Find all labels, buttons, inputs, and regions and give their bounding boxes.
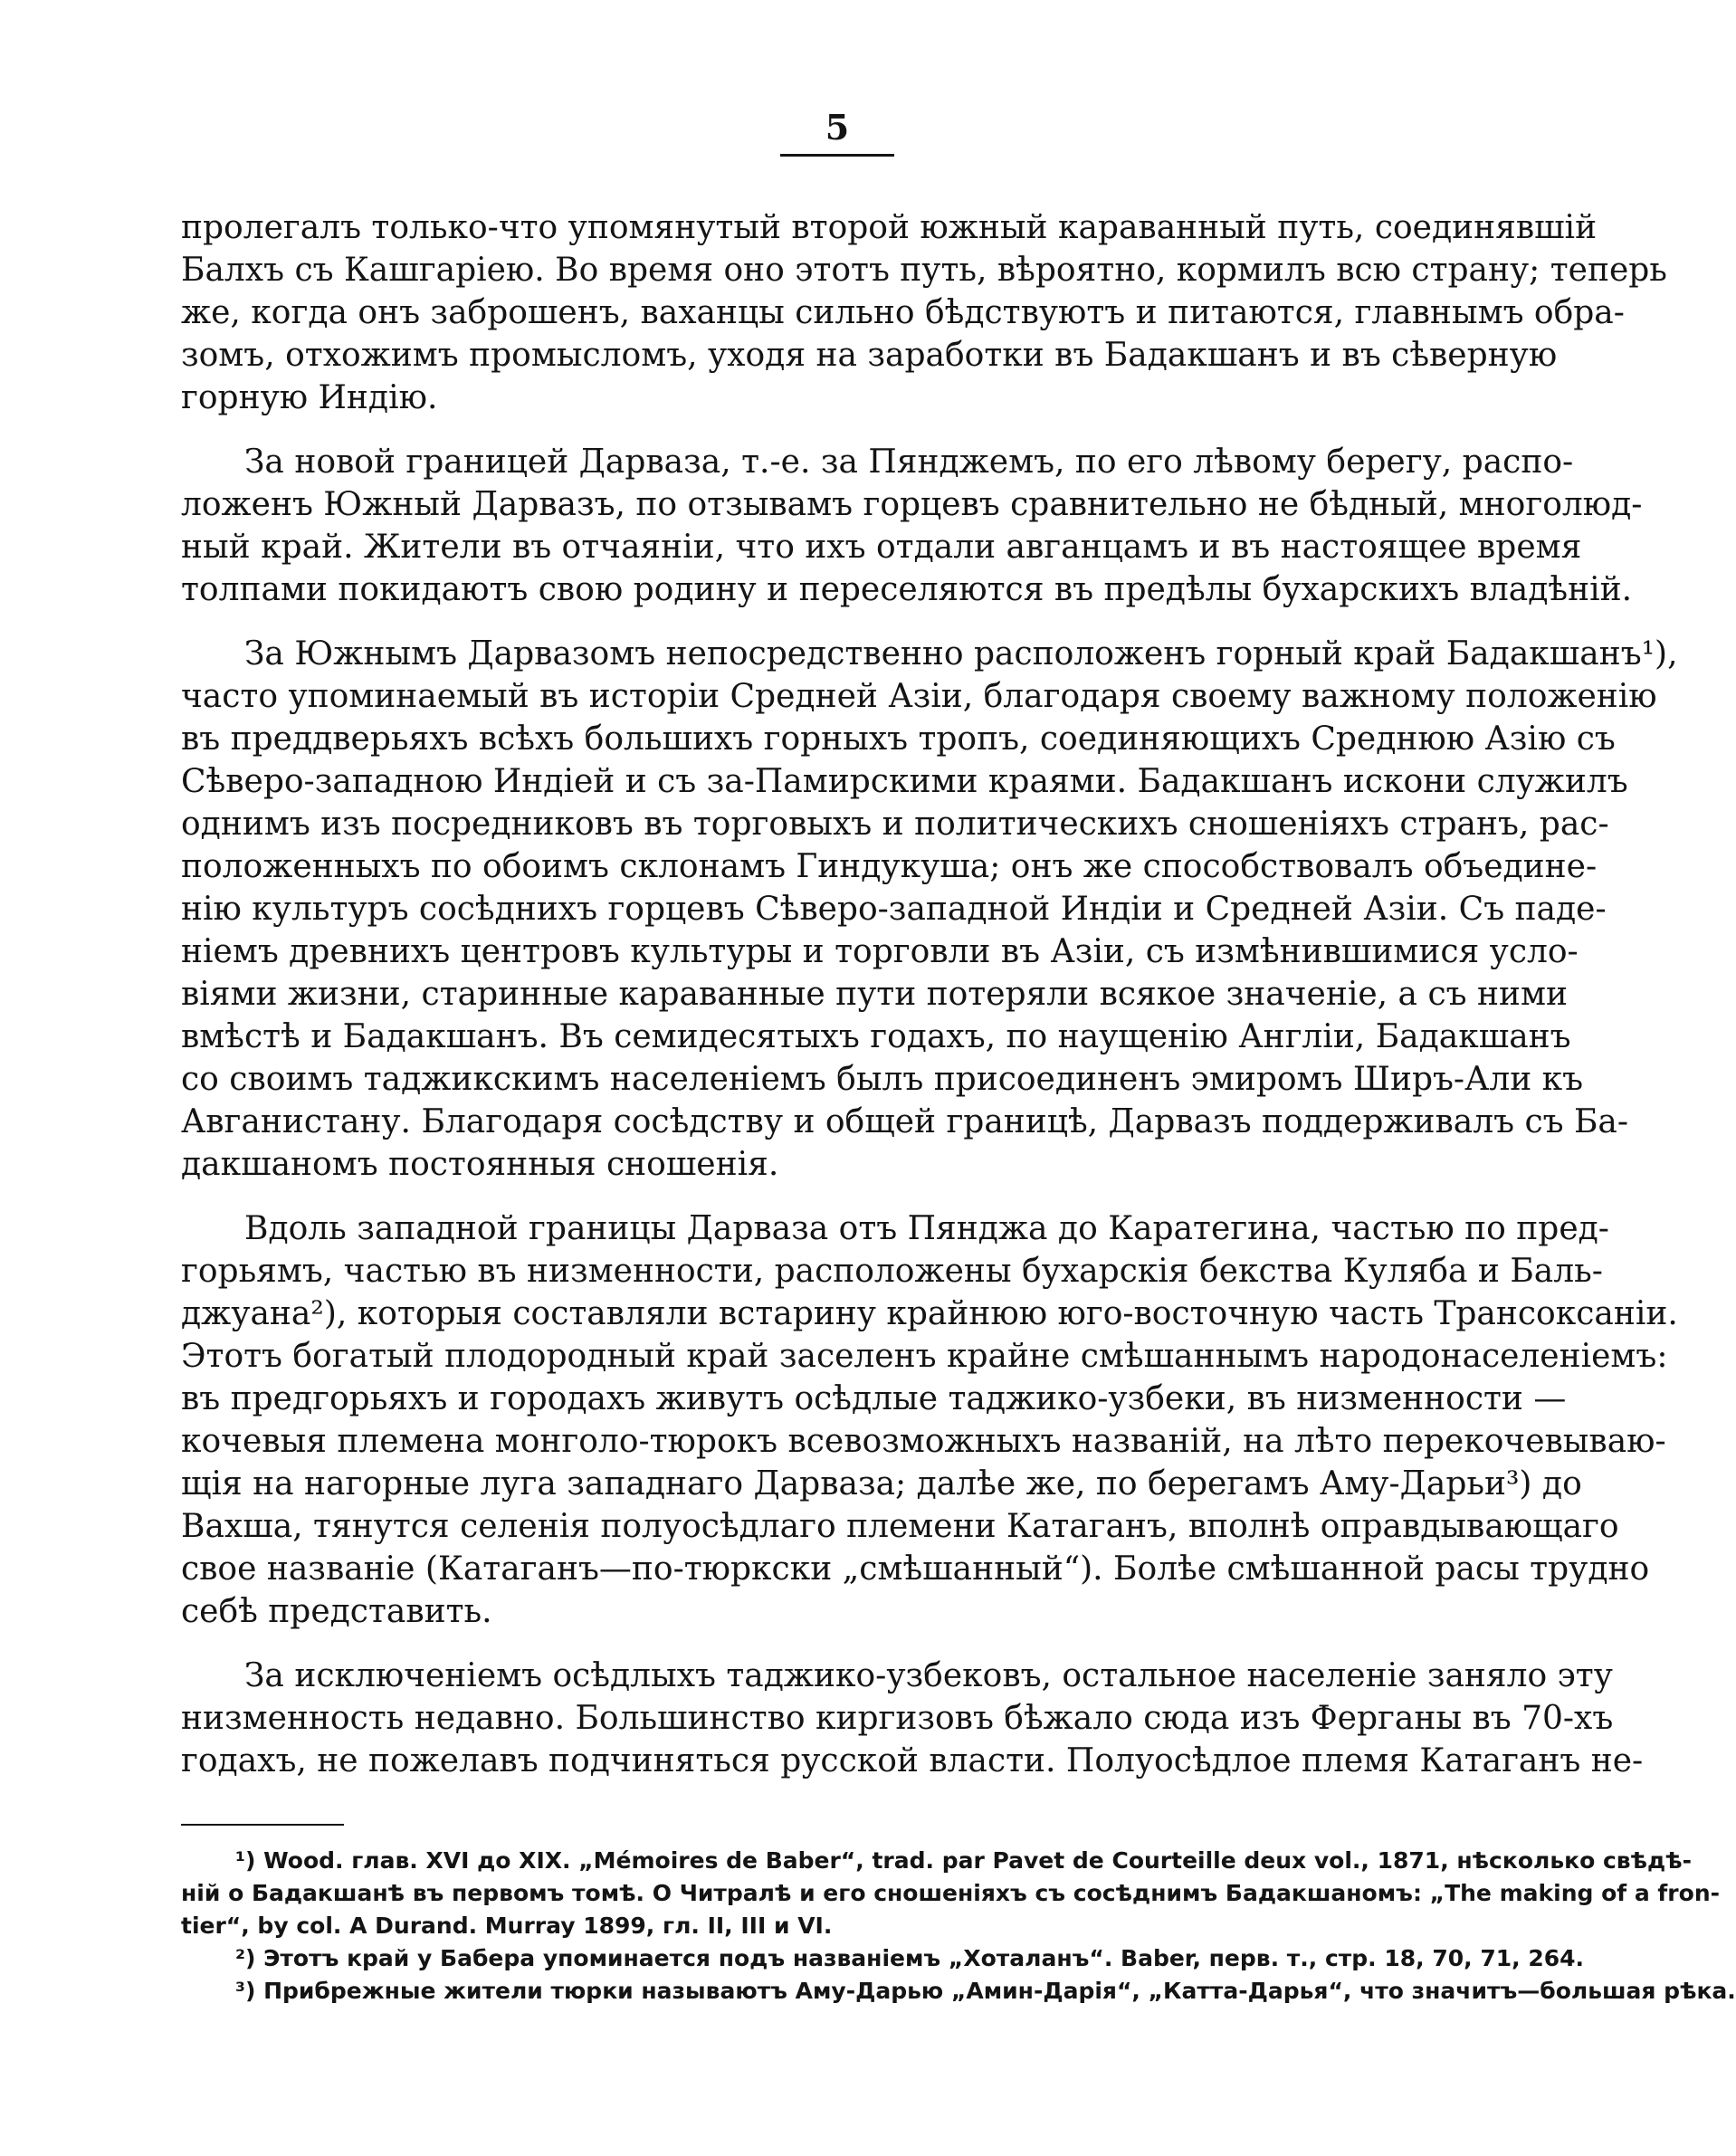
text-line: себѣ представить. (181, 1593, 492, 1630)
footnotes (181, 1845, 1736, 2008)
text-line: свое названіе (Катаганъ—по-тюркски „смѣшанный“). Болѣе смѣшанной расы трудно (181, 1550, 1650, 1588)
text-line: часто упоминаемый въ исторіи Средней Азіи, благодаря своему важному положенію (181, 678, 1657, 715)
text-line: годахъ, не пожелавъ подчиняться русской власти. Полуосѣдлое племя Катаганъ не- (181, 1742, 1644, 1779)
page-number: 5 (780, 107, 894, 157)
text-line: Вдоль западной границы Дарваза отъ Пянджа до Каратегина, частью по пред- (244, 1210, 1609, 1247)
text-line: дакшаномъ постоянныя сношенія. (181, 1146, 779, 1183)
footnote-line: ²) Этотъ край у Бабера упоминается подъ названіемъ „Хоталанъ“. Baber, перв. т., стр. 18, 70, 71, 264. (235, 1945, 1585, 1971)
text-line: Сѣверо-западною Индіей и съ за-Памирскими краями. Бадакшанъ искони служилъ (181, 763, 1628, 800)
footnote-line: ній о Бадакшанѣ въ первомъ томѣ. О Читралѣ и его сношеніяхъ съ сосѣднимъ Бадакшаномъ: „The making of a fron- (181, 1880, 1720, 1906)
text-line: Этотъ богатый плодородный край заселенъ крайне смѣшаннымъ народонаселеніемъ: (181, 1338, 1668, 1375)
text-line: пролегалъ только-что упомянутый второй южный караванный путь, соединявшій (181, 209, 1598, 246)
footnote-line: tier“, by col. A Durand. Murray 1899, гл. II, III и VI. (181, 1913, 833, 1939)
footnote-line: ¹) Wood. глав. XVI до XIX. „Mémoires de Baber“, trad. par Pavet de Courteille deux vol., 1871, нѣсколько свѣдѣ- (235, 1847, 1692, 1874)
text-line: въ предгорьяхъ и городахъ живутъ осѣдлые таджико-узбеки, въ низменности — (181, 1380, 1567, 1417)
text-line: За новой границей Дарваза, т.-е. за Пянджемъ, по его лѣвому берегу, распо- (244, 444, 1574, 481)
footnote (181, 1845, 1720, 1942)
text-line: низменность недавно. Большинство киргизовъ бѣжало сюда изъ Ферганы въ 70-хъ (181, 1700, 1614, 1737)
paragraph (181, 633, 1678, 1186)
text-line: Вахша, тянутся селенія полуосѣдлаго племени Катаганъ, вполнѣ оправдывающаго (181, 1508, 1619, 1545)
text-line: кочевыя племена монголо-тюрокъ всевозможныхъ названій, на лѣто перекочевываю- (181, 1423, 1666, 1460)
paragraph (181, 1655, 1644, 1782)
text-line: горьямъ, частью въ низменности, расположены бухарскія бекства Куляба и Баль- (181, 1253, 1603, 1290)
text-line: зомъ, отхожимъ промысломъ, уходя на заработки въ Бадакшанъ и въ сѣверную (181, 337, 1558, 374)
text-line: віями жизни, старинные караванные пути потеряли всякое значеніе, а съ ними (181, 976, 1568, 1013)
text-line: За Южнымъ Дарвазомъ непосредственно расположенъ горный край Бадакшанъ¹), (244, 635, 1678, 673)
text-line: въ преддверьяхъ всѣхъ большихъ горныхъ тропъ, соединяющихъ Среднюю Азію съ (181, 720, 1616, 758)
text-line: нію культуръ сосѣднихъ горцевъ Сѣверо-западной Индіи и Средней Азіи. Съ паде- (181, 891, 1607, 928)
text-line: За исключеніемъ осѣдлыхъ таджико-узбековъ, остальное населеніе заняло эту (244, 1657, 1613, 1694)
text-line: толпами покидаютъ свою родину и переселяются въ предѣлы бухарскихъ владѣній. (181, 571, 1633, 608)
footnote-line: ³) Прибрежные жители тюрки называютъ Аму-Дарью „Амин-Дарія“, „Катта-Дарья“, что значитъ—большая рѣка. (235, 1978, 1736, 2004)
text-line: ніемъ древнихъ центровъ культуры и торговли въ Азіи, съ измѣнившимися усло- (181, 933, 1579, 970)
footnote (181, 1942, 1585, 1975)
text-line: положенныхъ по обоимъ склонамъ Гиндукуша; онъ же способствовалъ объедине- (181, 848, 1598, 885)
text-line: ный край. Жители въ отчаяніи, что ихъ отдали авганцамъ и въ настоящее время (181, 529, 1582, 566)
paragraph (181, 206, 1667, 419)
paragraph (181, 441, 1643, 611)
body-text (181, 206, 1678, 1782)
text-line: ложенъ Южный Дарвазъ, по отзывамъ горцевъ сравнительно не бѣдный, многолюд- (181, 486, 1643, 523)
text-line: горную Индію. (181, 379, 438, 416)
footnote (181, 1975, 1736, 2008)
text-line: джуана²), которыя составляли встарину крайнюю юго-восточную часть Трансоксаніи. (181, 1295, 1678, 1332)
text-line: вмѣстѣ и Бадакшанъ. Въ семидесятыхъ годахъ, по наущенію Англіи, Бадакшанъ (181, 1018, 1571, 1055)
text-line: же, когда онъ заброшенъ, ваханцы сильно бѣдствуютъ и питаются, главнымъ обра- (181, 294, 1625, 331)
text-line: однимъ изъ посредниковъ въ торговыхъ и политическихъ сношеніяхъ странъ, рас- (181, 806, 1609, 843)
footnote-divider (181, 1824, 344, 1826)
text-line: щія на нагорные луга западнаго Дарваза; далѣе же, по берегамъ Аму-Дарьи³) до (181, 1465, 1582, 1503)
text-line: Авганистану. Благодаря сосѣдству и общей границѣ, Дарвазъ поддерживалъ съ Ба- (181, 1103, 1629, 1140)
text-line: со своимъ таджикскимъ населеніемъ былъ присоединенъ эмиромъ Ширъ-Али къ (181, 1061, 1584, 1098)
paragraph (181, 1207, 1678, 1633)
text-line: Балхъ съ Кашгаріею. Во время оно этотъ путь, вѣроятно, кормилъ всю страну; теперь (181, 252, 1667, 289)
